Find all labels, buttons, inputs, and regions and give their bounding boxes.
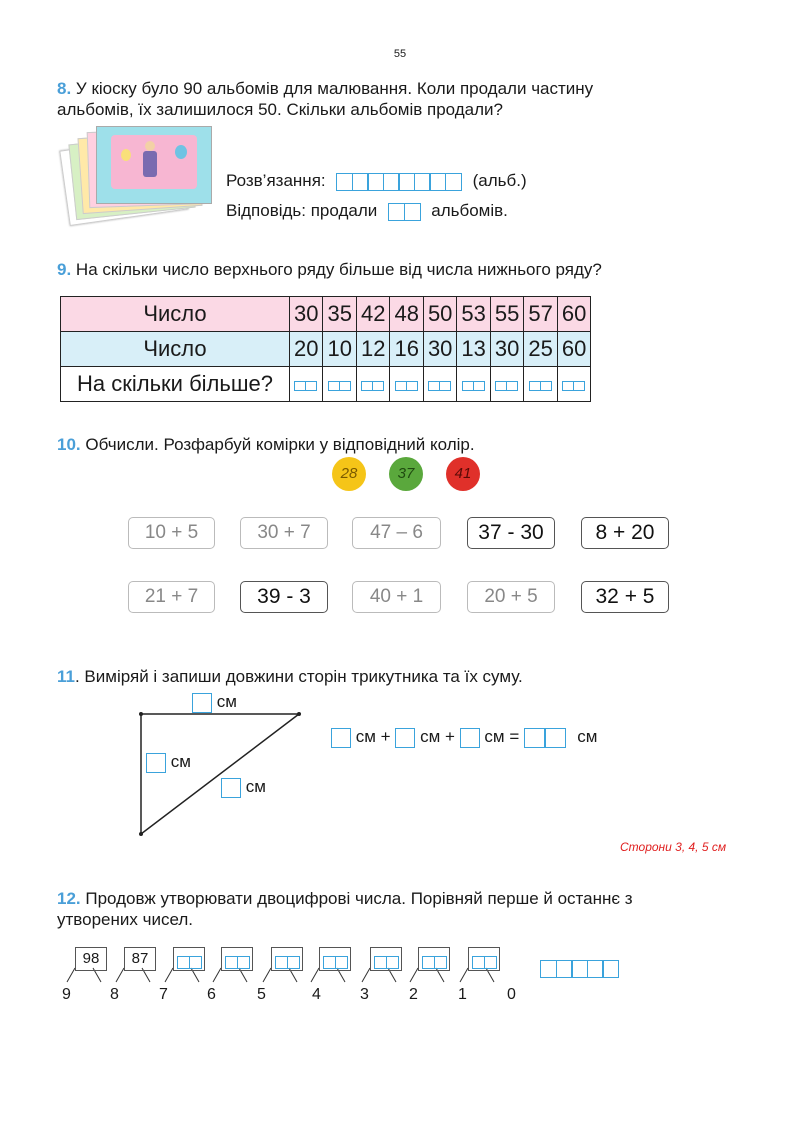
number-input[interactable] <box>319 947 351 971</box>
table-row-top <box>61 297 591 332</box>
bottom-cell: 30 <box>490 332 523 367</box>
row-label-bottom: Число <box>61 332 290 367</box>
left-side-label <box>146 752 191 773</box>
bottom-cell: 13 <box>457 332 490 367</box>
number-input[interactable] <box>418 947 450 971</box>
digit: 3 <box>360 986 369 1003</box>
plus-sign: + <box>380 727 391 746</box>
digit: 8 <box>110 986 119 1003</box>
top-cell: 60 <box>557 297 590 332</box>
task-12-text <box>57 888 633 930</box>
color-key-red: 41 <box>446 457 480 491</box>
numbers-table <box>60 296 591 402</box>
number-input[interactable] <box>271 947 303 971</box>
difference-input[interactable] <box>390 367 423 402</box>
task-8-line1: У кіоску було 90 альбомів для малювання. Коли продали частину <box>75 79 594 98</box>
triangle-figure <box>130 705 310 845</box>
answer-suffix: альбомів. <box>431 201 508 220</box>
task-9-text <box>57 259 602 280</box>
bottom-cell: 60 <box>557 332 590 367</box>
top-cell: 42 <box>356 297 389 332</box>
difference-input[interactable] <box>323 367 356 402</box>
expression-cell[interactable]: 47 – 6 <box>352 517 441 549</box>
number-input[interactable] <box>370 947 402 971</box>
color-key-yellow: 28 <box>332 457 366 491</box>
task-11-text <box>57 666 523 687</box>
top-cell: 55 <box>490 297 523 332</box>
task-12-line2: утворених чисел. <box>57 910 193 929</box>
task-8-number: 8. <box>57 79 72 98</box>
digit: 4 <box>312 986 321 1003</box>
task-12-number: 12. <box>57 889 81 908</box>
sum-equation <box>331 727 597 748</box>
solution-unit: (альб.) <box>472 171 527 190</box>
plus-sign: + <box>444 727 455 746</box>
bottom-cell: 20 <box>290 332 323 367</box>
top-cell: 57 <box>524 297 557 332</box>
digit: 0 <box>507 986 516 1003</box>
top-cell: 48 <box>390 297 423 332</box>
row-label-difference: На скільки більше? <box>61 367 290 402</box>
task-8-text <box>57 78 593 120</box>
expression-cell[interactable]: 32 + 5 <box>581 581 669 613</box>
expression-cell[interactable]: 30 + 7 <box>240 517 328 549</box>
bottom-cell: 30 <box>423 332 456 367</box>
albums-illustration <box>62 124 212 222</box>
answer-input-cells[interactable] <box>388 203 421 221</box>
top-side-input[interactable] <box>192 693 212 713</box>
difference-input[interactable] <box>457 367 490 402</box>
answer-prefix: Відповідь: продали <box>226 201 378 220</box>
equals-sign: = <box>509 727 520 746</box>
unit-label: см <box>170 752 191 771</box>
top-cell: 53 <box>457 297 490 332</box>
solution-line <box>226 170 527 191</box>
digit: 9 <box>62 986 71 1003</box>
given-number: 98 <box>75 947 107 971</box>
task-12-line1: Продовж утворювати двоцифрові числа. Порівняй перше й останнє з <box>85 889 633 908</box>
hypotenuse-input[interactable] <box>221 778 241 798</box>
bottom-cell: 25 <box>524 332 557 367</box>
top-side-label <box>192 692 237 713</box>
digit: 7 <box>159 986 168 1003</box>
given-number: 87 <box>124 947 156 971</box>
expression-cell[interactable]: 21 + 7 <box>128 581 215 613</box>
digit: 2 <box>409 986 418 1003</box>
side-a-input[interactable] <box>331 728 351 748</box>
unit-label: см <box>484 727 505 746</box>
unit-label: см <box>577 727 598 746</box>
task-9-question: На скільки число верхнього ряду більше від числа нижнього ряду? <box>75 260 602 279</box>
task-8-line2: альбомів, їх залишилося 50. Скільки альбомів продали? <box>57 100 504 119</box>
top-cell: 30 <box>290 297 323 332</box>
hypotenuse-label <box>221 777 266 798</box>
table-row-difference <box>61 367 591 402</box>
number-input[interactable] <box>468 947 500 971</box>
task-9-number: 9. <box>57 260 72 279</box>
triangle <box>141 714 299 834</box>
number-input[interactable] <box>173 947 205 971</box>
task-10-text <box>57 434 475 455</box>
top-cell: 35 <box>323 297 356 332</box>
expression-cell[interactable]: 8 + 20 <box>581 517 669 549</box>
difference-input[interactable] <box>490 367 523 402</box>
difference-input[interactable] <box>290 367 323 402</box>
unit-label: см <box>355 727 376 746</box>
answer-line <box>226 200 508 221</box>
bottom-cell: 12 <box>356 332 389 367</box>
page-number: 55 <box>393 48 407 60</box>
table-row-bottom <box>61 332 591 367</box>
solution-label: Розв’язання: <box>226 171 326 190</box>
digit: 1 <box>458 986 467 1003</box>
expression-cell[interactable]: 20 + 5 <box>467 581 555 613</box>
number-input[interactable] <box>221 947 253 971</box>
left-side-input[interactable] <box>146 753 166 773</box>
difference-input[interactable] <box>524 367 557 402</box>
solution-input-cells[interactable] <box>336 173 462 191</box>
expression-cell[interactable]: 37 - 30 <box>467 517 555 549</box>
hint-note: Сторони 3, 4, 5 см <box>620 840 727 854</box>
comparison-input-cells[interactable] <box>540 960 619 978</box>
color-key-green: 37 <box>389 457 423 491</box>
digit: 5 <box>257 986 266 1003</box>
expression-cell[interactable]: 10 + 5 <box>128 517 215 549</box>
task-11-instruction: . Виміряй і запиши довжини сторін трикутника та їх суму. <box>74 667 523 686</box>
digit: 6 <box>207 986 216 1003</box>
unit-label: см <box>420 727 441 746</box>
task-10-instruction: Обчисли. Розфарбуй комірки у відповідний колір. <box>85 435 475 454</box>
difference-input[interactable] <box>557 367 590 402</box>
bottom-cell: 16 <box>390 332 423 367</box>
task-11-number: 11 <box>57 667 75 686</box>
task-10-number: 10. <box>57 435 81 454</box>
difference-input[interactable] <box>423 367 456 402</box>
top-cell: 50 <box>423 297 456 332</box>
row-label-top: Число <box>61 297 290 332</box>
sum-input-cells[interactable] <box>524 728 567 748</box>
expression-cell[interactable]: 40 + 1 <box>352 581 441 613</box>
difference-input[interactable] <box>356 367 389 402</box>
side-b-input[interactable] <box>395 728 415 748</box>
unit-label: см <box>245 777 266 796</box>
unit-label: см <box>216 692 237 711</box>
side-c-input[interactable] <box>460 728 480 748</box>
expression-cell[interactable]: 39 - 3 <box>240 581 328 613</box>
bottom-cell: 10 <box>323 332 356 367</box>
